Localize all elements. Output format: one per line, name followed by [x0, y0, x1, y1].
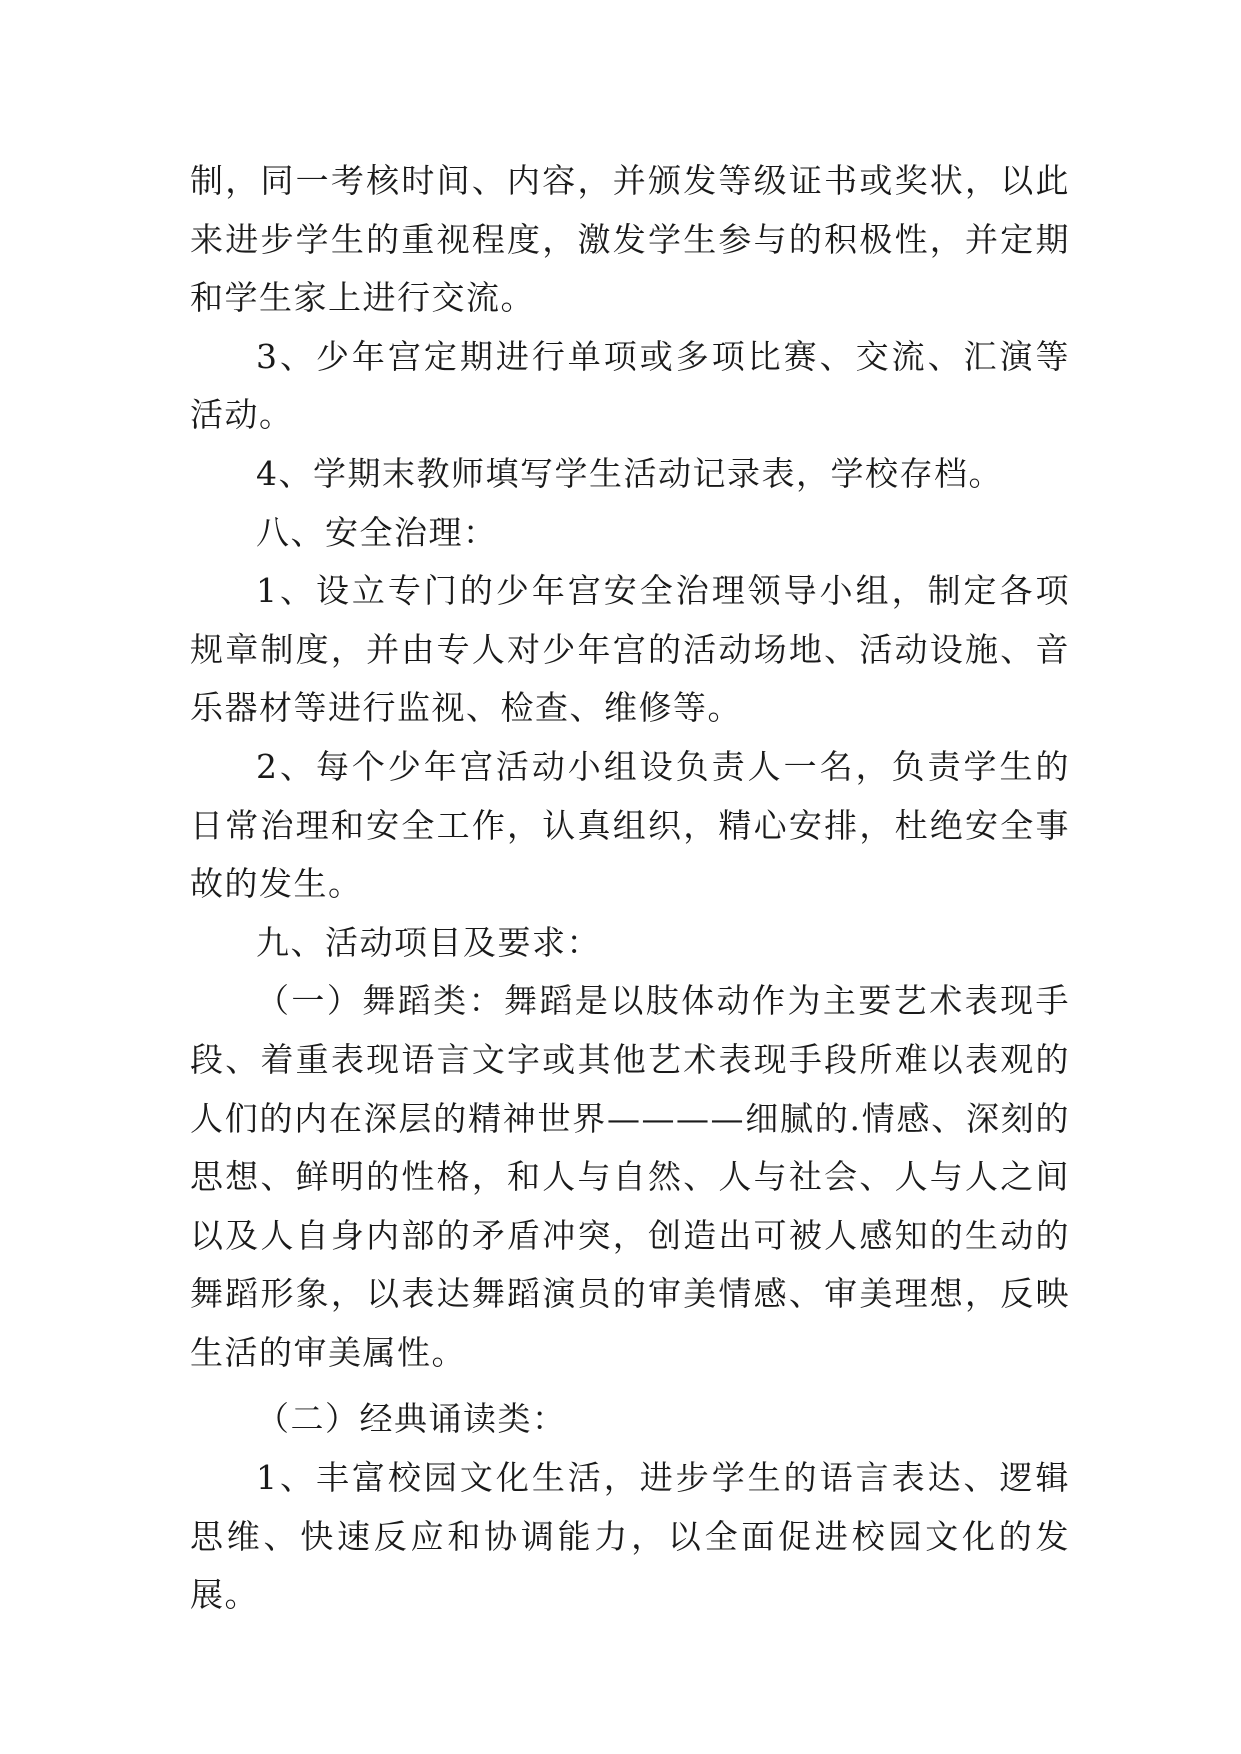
section-heading-safety: 八、安全治理：: [256, 512, 498, 552]
section-heading-activities: 九、活动项目及要求：: [256, 922, 601, 962]
paragraph-reading-1: 1、丰富校园文化生活，进步学生的语言表达、逻辑思维、快速反应和协调能力，以全面促进校园文化的发展。: [190, 1458, 1070, 1615]
paragraph-continuation: 制，同一考核时间、内容，并颁发等级证书或奖状，以此来进步学生的重视程度，激发学生参与的积极性，并定期和学生家上进行交流。: [190, 161, 1070, 318]
subheading-classic-reading: （二）经典诵读类：: [256, 1399, 567, 1439]
document-body: [190, 152, 1070, 1625]
paragraph-item-3: 3、少年宫定期进行单项或多项比赛、交流、汇演等活动。: [190, 336, 1070, 435]
paragraph-safety-2: 2、每个少年宫活动小组设负责人一名，负责学生的日常治理和安全工作，认真组织，精心安排，杜绝安全事故的发生。: [190, 746, 1070, 904]
paragraph-dance: （一）舞蹈类：舞蹈是以肢体动作为主要艺术表现手段、着重表现语言文字或其他艺术表现手段所难以表观的人们的内在深层的精神世界————细腻的.情感、深刻的思想、鲜明的性格，和人与自然、人与社会、人与人之间以及人自身内部的矛盾冲突，创造出可被人感知的生动的舞蹈形象，以表达舞蹈演员的审美情感、审美理想，反映生活的审美属性。: [190, 981, 1070, 1372]
paragraph-item-4: 4、学期末教师填写学生活动记录表，学校存档。: [256, 453, 1003, 493]
paragraph-safety-1: 1、设立专门的少年宫安全治理领导小组，制定各项规章制度，并由专人对少年宫的活动场地、活动设施、音乐器材等进行监视、检查、维修等。: [190, 571, 1070, 728]
